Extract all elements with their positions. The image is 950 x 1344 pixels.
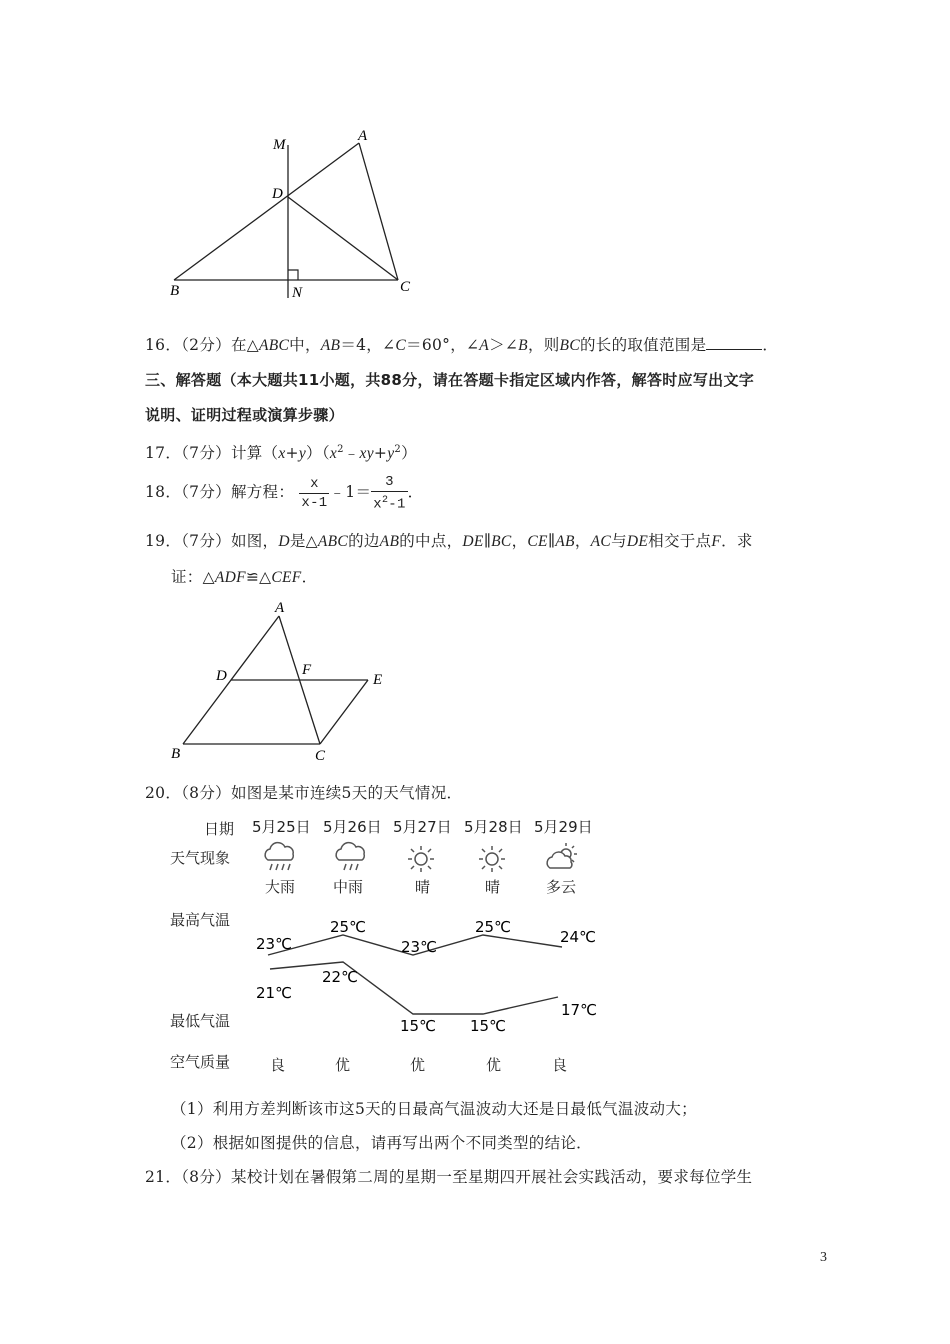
- heavy-rain-icon: [265, 843, 293, 870]
- date-cell: 5月29日: [534, 818, 593, 836]
- row-label-weather: 天气现象: [170, 849, 231, 867]
- question-20-part-2: （2）根据如图提供的信息，请再写出两个不同类型的结论．: [171, 1134, 592, 1152]
- high-temp-label: 24℃: [560, 928, 596, 946]
- high-temp-label: 23℃: [256, 935, 292, 953]
- question-20-part-1: （1）利用方差判断该市这5天的日最高气温波动大还是日最低气温波动大；: [171, 1100, 697, 1118]
- air-quality-cell: 良: [270, 1056, 286, 1074]
- low-temp-label: 22℃: [322, 968, 358, 986]
- question-21: 21．（8分）某校计划在暑假第二周的星期一至星期四开展社会实践活动，要求每位学生: [145, 1168, 753, 1186]
- point-label-c: C: [315, 748, 326, 763]
- question-19-line2: 证：△ADF≌△CEF．: [171, 568, 318, 586]
- question-19: 19．（7分）如图，D是△ABC的边AB的中点，DE∥BC，CE∥AB，AC与DE相交于点F．求: [145, 532, 753, 550]
- sunny-icon: [479, 846, 505, 872]
- low-temp-label: 15℃: [470, 1017, 506, 1035]
- section-heading: 三、解答题（本大题共11小题，共88分，请在答题卡指定区域内作答，解答时应写出文字: [145, 371, 755, 389]
- parallelogram-figure-19: [160, 598, 400, 763]
- air-quality-cell: 优: [486, 1056, 502, 1074]
- row-label-high: 最高气温: [170, 911, 231, 929]
- air-quality-cell: 优: [410, 1056, 426, 1074]
- low-temp-label: 17℃: [561, 1001, 597, 1019]
- point-label-a: A: [275, 600, 285, 616]
- weather-text: 大雨: [265, 878, 296, 896]
- date-cell: 5月26日: [323, 818, 382, 836]
- date-cell: 5月27日: [393, 818, 452, 836]
- point-label-c: C: [400, 279, 411, 295]
- weather-figure: [160, 812, 620, 1087]
- point-label-a: A: [358, 128, 368, 144]
- fraction-3-over-x2-minus-1: $\frac{3}{x^2-1}$: [373, 473, 406, 513]
- answer-blank: [706, 335, 762, 350]
- row-label-air: 空气质量: [170, 1053, 231, 1071]
- row-label-date: 日期: [204, 820, 235, 838]
- question-17: 17．（7分）计算$(x+y)(x^2﹣xy+y^2)$: [145, 444, 417, 463]
- weather-text: 晴: [485, 878, 501, 896]
- low-temp-line: [270, 962, 558, 1014]
- low-temp-label: 21℃: [256, 984, 292, 1002]
- partly-cloudy-icon: [547, 843, 577, 868]
- point-label-n: N: [292, 285, 303, 301]
- date-cell: 5月28日: [464, 818, 523, 836]
- point-label-d: D: [272, 186, 283, 202]
- sunny-icon: [408, 846, 434, 872]
- triangle-figure-15: [160, 125, 430, 305]
- fraction-x-over-x-minus-1: $\frac{x}{x-1}$: [301, 475, 328, 511]
- low-temp-label: 15℃: [400, 1017, 436, 1035]
- moderate-rain-icon: [336, 843, 364, 870]
- point-label-e: E: [373, 672, 383, 688]
- section-heading-line2: 说明、证明过程或演算步骤）: [145, 406, 344, 424]
- high-temp-label: 23℃: [401, 938, 437, 956]
- high-temp-label: 25℃: [475, 918, 511, 936]
- date-cell: 5月25日: [252, 818, 311, 836]
- weather-text: 中雨: [333, 878, 364, 896]
- point-label-m: M: [273, 137, 286, 153]
- high-temp-label: 25℃: [330, 918, 366, 936]
- weather-text: 多云: [546, 878, 577, 896]
- weather-text: 晴: [415, 878, 431, 896]
- row-label-low: 最低气温: [170, 1012, 231, 1030]
- point-label-b: B: [171, 746, 181, 762]
- air-quality-cell: 良: [552, 1056, 568, 1074]
- point-label-d: D: [216, 668, 227, 684]
- point-label-f: F: [302, 662, 312, 678]
- question-20: 20．（8分）如图是某市连续5天的天气情况．: [145, 784, 463, 802]
- page-number: 3: [820, 1250, 827, 1265]
- question-16: 16．（2分）在△ABC中，AB＝4，∠C＝60°，∠A＞∠B，则BC的长的取值范围是 ．: [145, 336, 779, 354]
- air-quality-cell: 优: [335, 1056, 351, 1074]
- question-18: 18．（7分）解方程： $\frac{x}{x-1}$ ﹣1＝ $\frac{3}{x^2-1}$ ．: [145, 473, 424, 513]
- point-label-b: B: [170, 283, 180, 299]
